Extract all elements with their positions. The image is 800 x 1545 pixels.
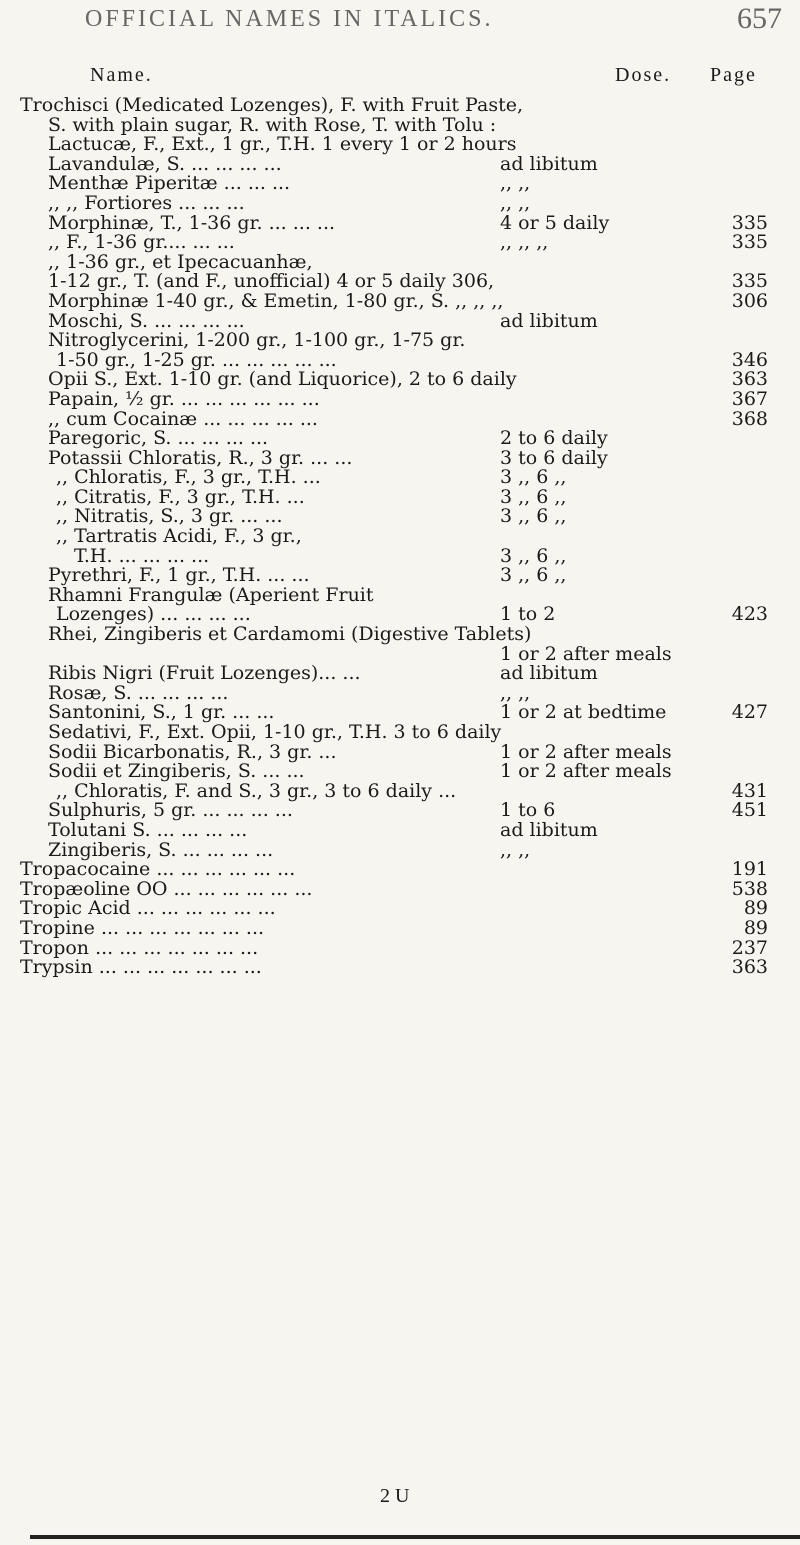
entry-text: Moschi, S. ... ... ... ... — [48, 309, 245, 332]
entry-text: ,, ,, Fortiores ... ... ... — [48, 191, 245, 214]
list-item — [0, 860, 800, 880]
list-item — [0, 664, 800, 684]
entry-dose: ,, ,, — [500, 191, 531, 214]
entry-dose: 1 or 2 after meals — [500, 760, 672, 783]
entry-dose: 1 to 2 — [500, 603, 556, 626]
list-item — [0, 899, 800, 919]
list-item — [0, 331, 800, 351]
entry-text: Opii S., Ext. 1-10 gr. (and Liquorice), 2 to 6 daily — [48, 368, 517, 391]
entry-text: Nitroglycerini, 1-200 gr., 1-100 gr., 1-75 gr. — [48, 329, 466, 352]
entry-text: Tolutani S. ... ... ... ... — [48, 818, 248, 841]
list-item — [0, 370, 800, 390]
entry-page: 237 — [731, 936, 768, 959]
list-item — [0, 818, 800, 841]
entry-page: 89 — [743, 897, 768, 920]
entry-text: Morphinæ 1-40 gr., & Emetin, 1-80 gr., S. ,, ,, ,, — [48, 289, 504, 312]
entry-page: 335 — [731, 211, 768, 234]
entry-dose: 1 or 2 at bedtime — [500, 701, 667, 724]
entry-text: T.H. ... ... ... ... — [74, 544, 210, 567]
entry-dose: ad libitum — [500, 818, 598, 841]
list-item — [0, 191, 800, 214]
entry-text: Rhamni Frangulæ (Aperient Fruit — [48, 583, 374, 606]
entry-text: ,, Chloratis, F., 3 gr., T.H. ... — [56, 466, 321, 489]
entry-page: 335 — [731, 231, 768, 254]
entry-dose: ,, ,, — [500, 838, 531, 861]
entry-text: 1-50 gr., 1-25 gr. ... ... ... ... ... — [56, 348, 337, 371]
entry-dose: 3 ,, 6 ,, — [500, 544, 567, 567]
entry-text: S. with plain sugar, R. with Rose, T. with Tolu : — [48, 113, 497, 136]
entry-text: ,, Nitratis, S., 3 gr. ... ... — [56, 505, 283, 528]
entry-page: 431 — [731, 779, 768, 802]
list-item — [0, 135, 800, 155]
running-head-title: OFFICIAL NAMES IN ITALICS. — [85, 6, 494, 32]
list-item — [0, 233, 800, 253]
entry-dose: 3 ,, 6 ,, — [500, 466, 567, 489]
entry-text: Pyrethri, F., 1 gr., T.H. ... ... — [48, 564, 310, 587]
entry-dose: 3 to 6 daily — [500, 446, 608, 469]
entry-dose: 1 to 6 — [500, 799, 556, 822]
entry-text: Papain, ½ gr. ... ... ... ... ... ... — [48, 387, 320, 410]
entry-text: Tropacocaine ... ... ... ... ... ... — [20, 858, 296, 881]
list-item — [0, 429, 800, 449]
entry-text: Trypsin ... ... ... ... ... ... ... — [20, 956, 262, 979]
entry-text: Rhei, Zingiberis et Cardamomi (Digestive Tablets) — [48, 623, 532, 646]
entry-text: Potassii Chloratis, R., 3 gr. ... ... — [48, 446, 353, 469]
entry-text: Lavandulæ, S. ... ... ... ... — [48, 152, 282, 175]
entry-page: 363 — [731, 368, 768, 391]
entry-text: Tropic Acid ... ... ... ... ... ... — [20, 897, 276, 920]
list-item — [0, 272, 800, 292]
column-header-name: Name. — [90, 64, 153, 86]
entry-text: 1-12 gr., T. (and F., unofficial) 4 or 5 daily 306, — [48, 270, 495, 293]
list-item — [0, 723, 800, 743]
entry-dose: ad libitum — [500, 662, 598, 685]
list-item — [0, 958, 800, 978]
signature-mark: 2 U — [380, 1485, 410, 1507]
entry-text: ,, Tartratis Acidi, F., 3 gr., — [56, 525, 302, 548]
list-item — [0, 527, 800, 547]
entry-text: Rosæ, S. ... ... ... ... — [48, 681, 229, 704]
entry-dose: 4 or 5 daily — [500, 211, 610, 234]
entry-dose: 3 ,, 6 ,, — [500, 485, 567, 508]
list-item — [0, 762, 800, 782]
entry-text: Tropon ... ... ... ... ... ... ... — [20, 936, 259, 959]
entry-dose: ,, ,, — [500, 681, 531, 704]
entry-text: Tropine ... ... ... ... ... ... ... — [20, 916, 265, 939]
column-headers — [0, 64, 800, 90]
entry-text: ,, Chloratis, F. and S., 3 gr., 3 to 6 daily ... — [56, 779, 457, 802]
entry-page: 423 — [731, 603, 768, 626]
entry-list — [0, 96, 800, 978]
entry-dose: ad libitum — [500, 309, 598, 332]
entry-text: Morphinæ, T., 1-36 gr. ... ... ... — [48, 211, 336, 234]
entry-page: 346 — [731, 348, 768, 371]
entry-text: ,, Citratis, F., 3 gr., T.H. ... — [56, 485, 305, 508]
entry-dose: ad libitum — [500, 152, 598, 175]
entry-text: Sodii et Zingiberis, S. ... ... — [48, 760, 305, 783]
entry-page: 335 — [731, 270, 768, 293]
entry-text: ,, F., 1-36 gr.... ... ... — [48, 231, 235, 254]
list-item — [0, 566, 800, 586]
entry-text: Lactucæ, F., Ext., 1 gr., T.H. 1 every 1 or 2 hours — [48, 133, 517, 156]
list-item — [0, 387, 800, 410]
entry-text: Tropæoline OO ... ... ... ... ... ... — [20, 877, 313, 900]
entry-page: 191 — [731, 858, 768, 881]
entry-page: 363 — [731, 956, 768, 979]
running-head — [0, 2, 800, 46]
list-item — [0, 625, 800, 645]
list-item — [0, 289, 800, 312]
entry-dose: 1 or 2 after meals — [500, 740, 672, 763]
entry-page: 368 — [731, 407, 768, 430]
entry-text: Sulphuris, 5 gr. ... ... ... ... — [48, 799, 293, 822]
entry-page: 306 — [731, 289, 768, 312]
entry-text: Zingiberis, S. ... ... ... ... — [48, 838, 274, 861]
list-item — [0, 916, 800, 939]
list-item — [0, 468, 800, 488]
entry-dose: 3 ,, 6 ,, — [500, 564, 567, 587]
entry-page: 538 — [731, 877, 768, 900]
page-number: 657 — [737, 2, 782, 35]
bottom-rule — [30, 1535, 800, 1539]
entry-text: ,, cum Cocainæ ... ... ... ... ... — [48, 407, 318, 430]
entry-text: Paregoric, S. ... ... ... ... — [48, 427, 269, 450]
entry-dose: 3 ,, 6 ,, — [500, 505, 567, 528]
entry-dose: ,, ,, ,, — [500, 231, 549, 254]
entry-text: ,, 1-36 gr., et Ipecacuanhæ, — [48, 250, 313, 273]
entry-page: 89 — [743, 916, 768, 939]
entry-text: Lozenges) ... ... ... ... — [56, 603, 251, 626]
entry-text: Ribis Nigri (Fruit Lozenges)... ... — [48, 662, 361, 685]
entry-text: Sodii Bicarbonatis, R., 3 gr. ... — [48, 740, 337, 763]
entry-text: Trochisci (Medicated Lozenges), F. with Fruit Paste, — [20, 94, 523, 116]
list-item — [0, 96, 800, 116]
entry-text: Sedativi, F., Ext. Opii, 1-10 gr., T.H. 3 to 6 daily — [48, 721, 502, 743]
entry-dose: ,, ,, — [500, 172, 531, 195]
entry-dose: 2 to 6 daily — [500, 427, 608, 450]
entry-page: 367 — [731, 387, 768, 410]
column-header-dose: Dose. — [615, 64, 672, 86]
entry-page: 451 — [731, 799, 768, 822]
entry-dose: 1 or 2 after meals — [500, 642, 672, 665]
entry-text: Santonini, S., 1 gr. ... ... — [48, 701, 275, 724]
entry-text: Menthæ Piperitæ ... ... ... — [48, 172, 291, 195]
entry-page: 427 — [731, 701, 768, 724]
column-header-page: Page — [710, 64, 757, 86]
